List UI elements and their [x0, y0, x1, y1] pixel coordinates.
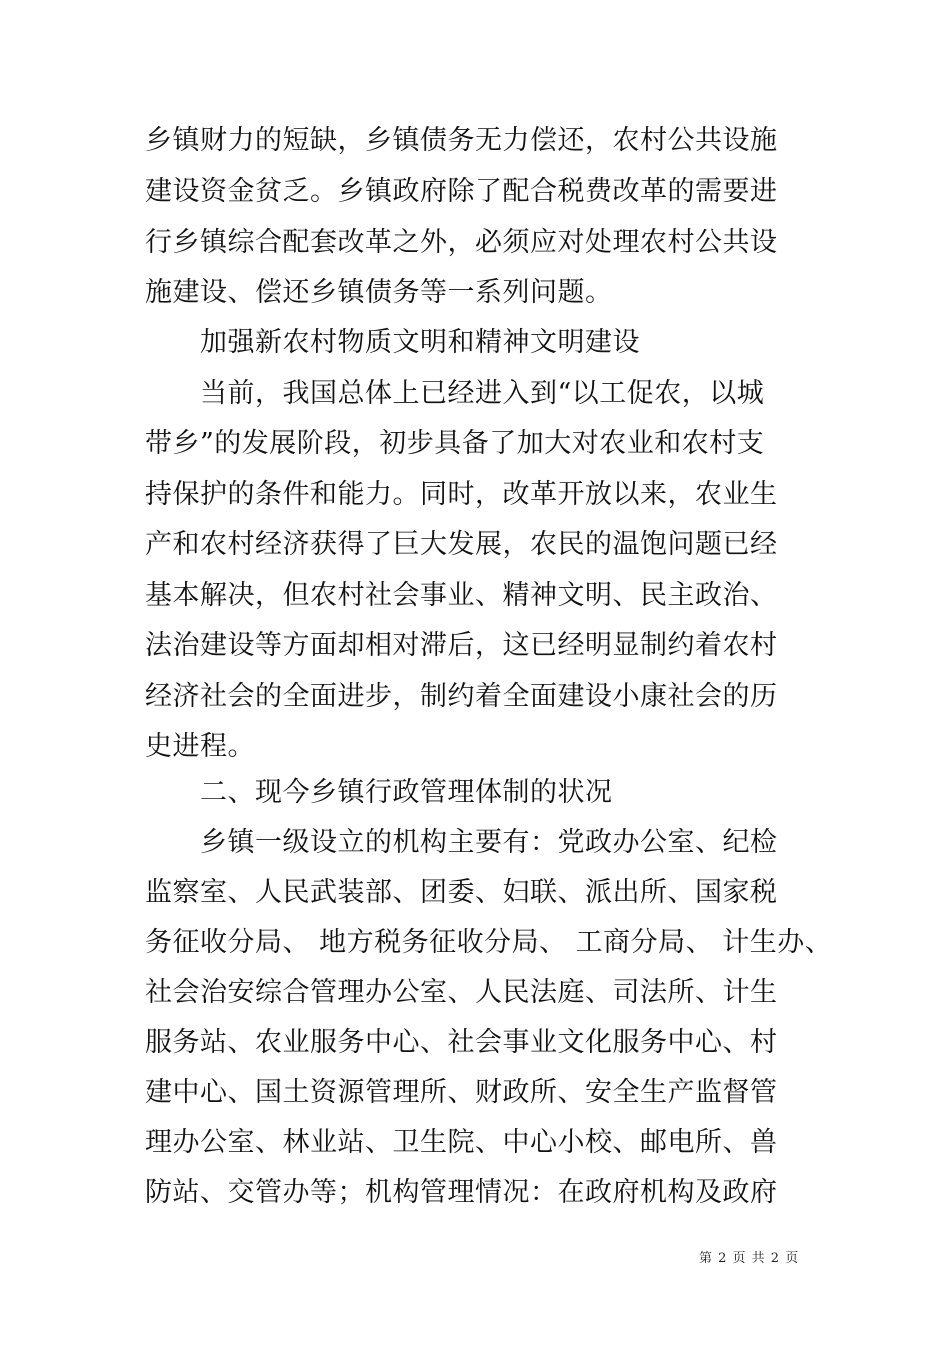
text-line: 基本解决，但农村社会事业、精神文明、民主政治、: [145, 580, 778, 611]
text-line: 史进程。: [145, 731, 255, 762]
text-line: 社会治安综合管理办公室、人民法庭、司法所、计生: [145, 977, 778, 1008]
text-line: 行乡镇综合配套改革之外，必须应对处理农村公共设: [145, 227, 778, 258]
text-line: 务征收分局、 地方税务征收分局、 工商分局、 计生办、: [145, 927, 833, 958]
text-line: 法治建设等方面却相对滞后，这已经明显制约着农村: [145, 630, 778, 661]
text-line: 建中心、国土资源管理所、财政所、安全生产监督管: [145, 1077, 778, 1108]
text-line: 监察室、人民武装部、团委、妇联、派出所、国家税: [145, 877, 778, 908]
text-line: 持保护的条件和能力。同时，改革开放以来，农业生: [145, 479, 778, 510]
section-heading: 加强新农村物质文明和精神文明建设: [200, 327, 640, 358]
text-line: 防站、交管办等；机构管理情况：在政府机构及政府: [145, 1177, 778, 1208]
section-heading: 二、现今乡镇行政管理体制的状况: [200, 777, 613, 808]
text-line: 乡镇财力的短缺，乡镇债务无力偿还，农村公共设施: [145, 125, 778, 156]
text-line: 经济社会的全面进步，制约着全面建设小康社会的历: [145, 681, 778, 712]
text-line: 服务站、农业服务中心、社会事业文化服务中心、村: [145, 1027, 778, 1058]
text-line: 建设资金贫乏。乡镇政府除了配合税费改革的需要进: [145, 176, 778, 207]
text-line: 理办公室、林业站、卫生院、中心小校、邮电所、兽: [145, 1127, 778, 1158]
text-line: 当前，我国总体上已经进入到“以工促农，以城: [200, 378, 765, 409]
text-line: 带乡”的发展阶段，初步具备了加大对农业和农村支: [145, 428, 765, 459]
text-line: 乡镇一级设立的机构主要有：党政办公室、纪检: [200, 827, 778, 858]
text-line: 施建设、偿还乡镇债务等一系列问题。: [145, 277, 613, 308]
text-line: 产和农村经济获得了巨大发展，农民的温饱问题已经: [145, 529, 778, 560]
page-number: 第 2 页 共 2 页: [699, 1251, 800, 1266]
